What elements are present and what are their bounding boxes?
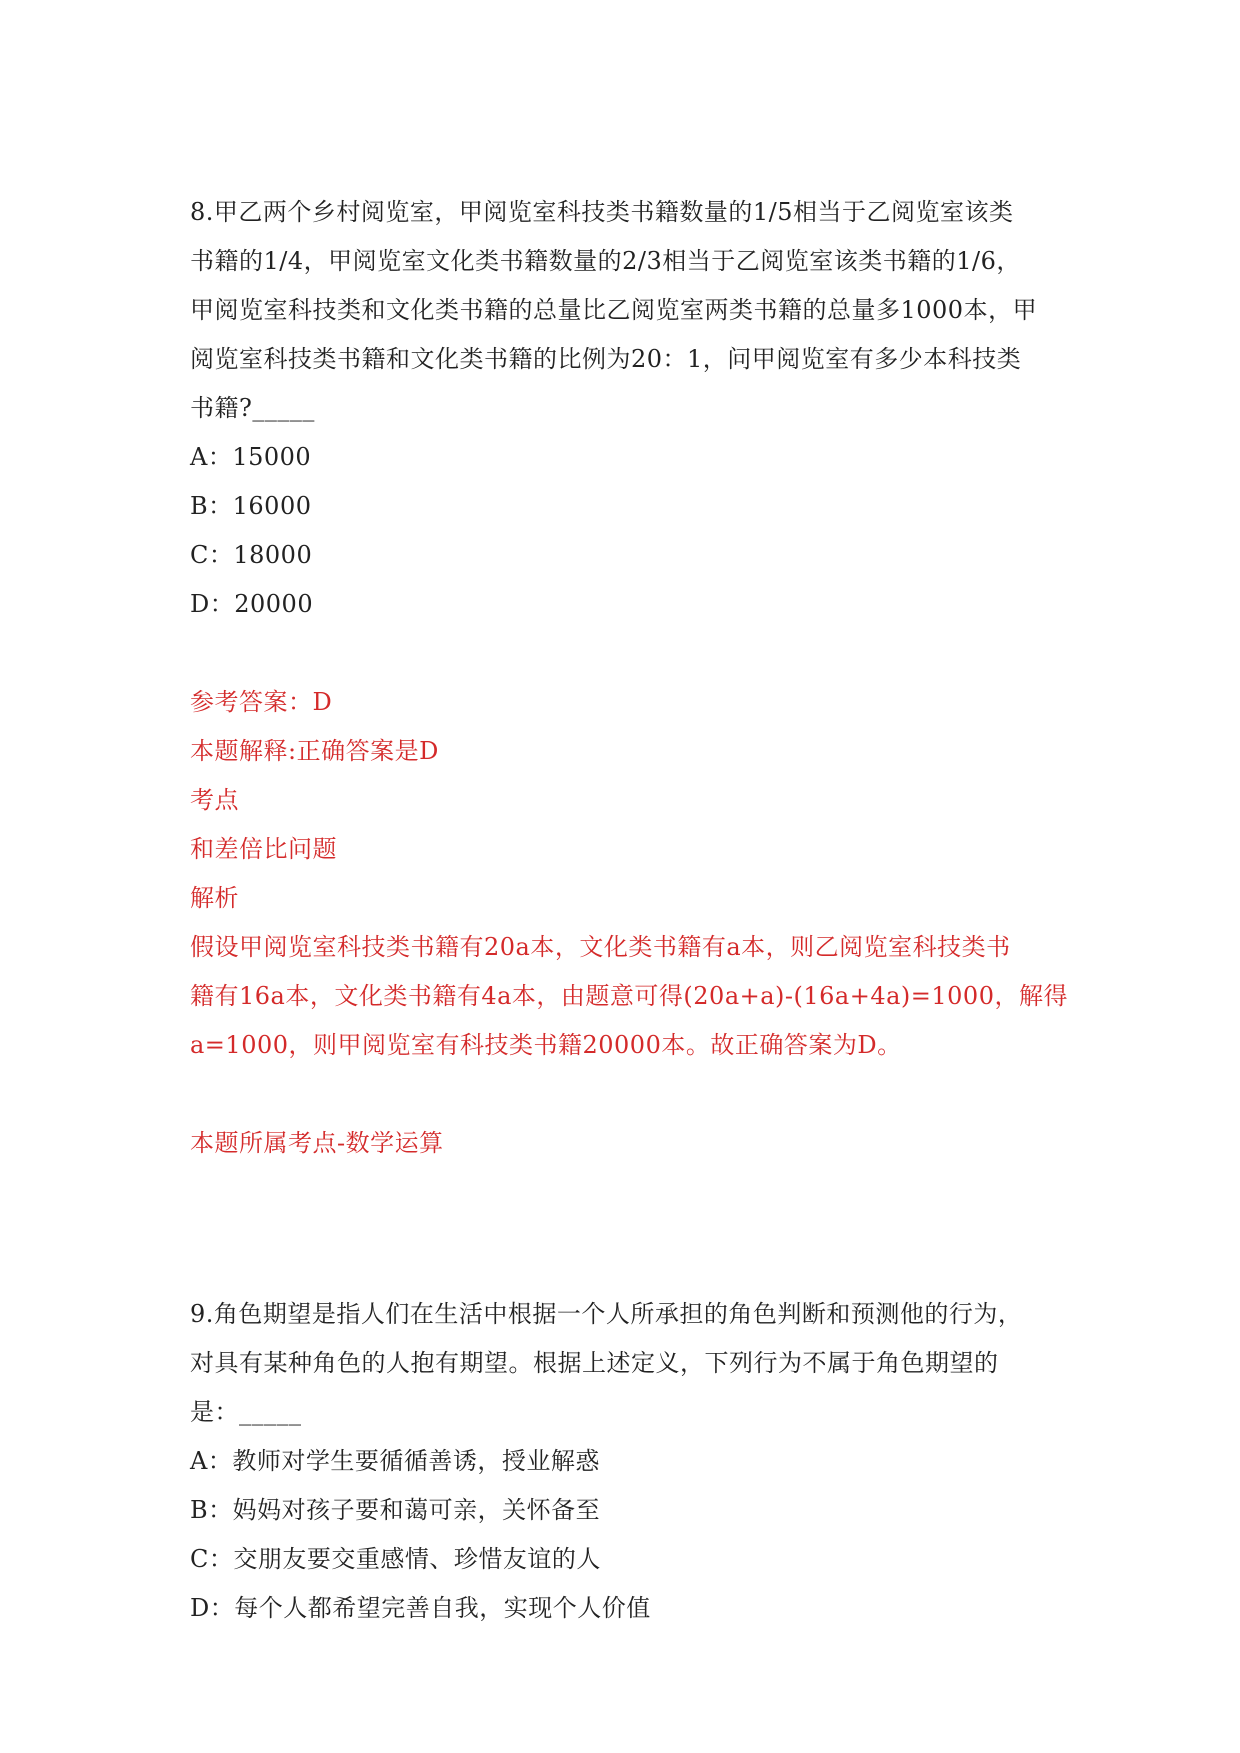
question-8-explanation-line-6: 籍有16a本，文化类书籍有4a本，由题意可得(20a+a)-(16a+4a)=1000，解得 xyxy=(190,982,1068,1010)
question-8-explanation-line-5: 假设甲阅览室科技类书籍有20a本，文化类书籍有a本，则乙阅览室科技类书 xyxy=(190,933,1011,961)
spacer xyxy=(190,1070,1060,1119)
question-8-explanation-line-3: 和差倍比问题 xyxy=(190,835,337,863)
question-9-option-b: B：妈妈对孩子要和蔼可亲，关怀备至 xyxy=(190,1496,601,1524)
question-8-topic: 本题所属考点-数学运算 xyxy=(190,1129,444,1157)
question-8-stem-line-2: 书籍的1/4，甲阅览室文化类书籍数量的2/3相当于乙阅览室该类书籍的1/6， xyxy=(190,247,1021,275)
question-8-explanation-line-2: 考点 xyxy=(190,786,239,814)
question-8 xyxy=(190,188,1068,1168)
question-9-option-c: C：交朋友要交重感情、珍惜友谊的人 xyxy=(190,1545,601,1573)
question-8-explanation-line-1: 本题解释:正确答案是D xyxy=(190,737,439,765)
spacer xyxy=(190,1168,1240,1290)
question-8-answer: 参考答案：D xyxy=(190,688,333,716)
question-8-stem-line-5: 书籍?_____ xyxy=(190,394,315,422)
question-9-option-d: D：每个人都希望完善自我，实现个人价值 xyxy=(190,1594,651,1622)
question-8-explanation-line-4: 解析 xyxy=(190,884,239,912)
question-9-stem-line-3: 是：_____ xyxy=(190,1398,302,1426)
question-8-option-b: B：16000 xyxy=(190,492,312,520)
question-8-stem-line-4: 阅览室科技类书籍和文化类书籍的比例为20：1，问甲阅览室有多少本科技类 xyxy=(190,345,1022,373)
question-8-explanation-line-7: a=1000，则甲阅览室有科技类书籍20000本。故正确答案为D。 xyxy=(190,1031,902,1059)
question-9-stem-line-2: 对具有某种角色的人抱有期望。根据上述定义，下列行为不属于角色期望的 xyxy=(190,1349,999,1377)
question-8-option-a: A：15000 xyxy=(190,443,312,471)
question-8-stem-line-3: 甲阅览室科技类和文化类书籍的总量比乙阅览室两类书籍的总量多1000本，甲 xyxy=(190,296,1038,324)
question-9-option-a: A：教师对学生要循循善诱，授业解惑 xyxy=(190,1447,600,1475)
question-9-stem-line-1: 9.角色期望是指人们在生活中根据一个人所承担的角色判断和预测他的行为， xyxy=(190,1300,1023,1328)
question-8-stem-line-1: 8.甲乙两个乡村阅览室，甲阅览室科技类书籍数量的1/5相当于乙阅览室该类 xyxy=(190,198,1014,226)
question-9 xyxy=(190,1290,1060,1633)
spacer xyxy=(190,629,1060,678)
question-8-option-d: D：20000 xyxy=(190,590,314,618)
question-8-option-c: C：18000 xyxy=(190,541,313,569)
